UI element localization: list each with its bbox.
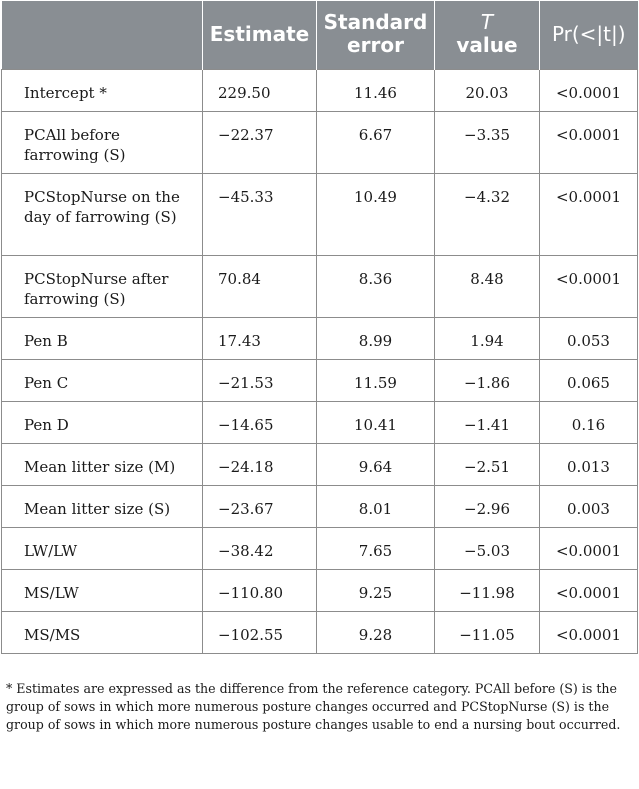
row-label: Pen C: [2, 359, 203, 401]
table-row: [2, 359, 638, 401]
cell-t-value: −2.96: [435, 485, 540, 527]
header-blank: [2, 1, 203, 69]
header-t-value: [435, 1, 540, 69]
cell-standard-error: 9.28: [317, 611, 435, 653]
cell-estimate: −24.18: [203, 443, 317, 485]
cell-p-value: 0.053: [540, 317, 638, 359]
row-label: Mean litter size (M): [2, 443, 203, 485]
cell-t-value: 8.48: [435, 255, 540, 317]
row-label: PCStopNurse on the day of farrowing (S): [2, 173, 203, 255]
cell-p-value: <0.0001: [540, 569, 638, 611]
cell-t-value: 1.94: [435, 317, 540, 359]
cell-standard-error: 9.64: [317, 443, 435, 485]
table-body: [2, 69, 638, 653]
row-label: Pen D: [2, 401, 203, 443]
cell-estimate: −21.53: [203, 359, 317, 401]
table-footnote: * Estimates are expressed as the difference from the reference category. PCAll before (S) is the group of sows in which more numerous posture changes occurred and PCStopNurse (S) is the group of sows in which more numerous posture changes usable to end a nursing bout occurred.: [6, 681, 621, 732]
cell-estimate: −22.37: [203, 111, 317, 173]
cell-p-value: 0.013: [540, 443, 638, 485]
cell-estimate: 229.50: [203, 69, 317, 111]
cell-estimate: −38.42: [203, 527, 317, 569]
cell-t-value: −4.32: [435, 173, 540, 255]
header-estimate: Estimate: [203, 1, 317, 69]
cell-estimate: −110.80: [203, 569, 317, 611]
cell-t-value: −2.51: [435, 443, 540, 485]
cell-standard-error: 11.46: [317, 69, 435, 111]
cell-standard-error: 9.25: [317, 569, 435, 611]
table-row: [2, 401, 638, 443]
cell-estimate: −14.65: [203, 401, 317, 443]
cell-estimate: −45.33: [203, 173, 317, 255]
table-row: [2, 173, 638, 255]
cell-standard-error: 6.67: [317, 111, 435, 173]
table-row: [2, 611, 638, 653]
row-label: PCStopNurse after farrowing (S): [2, 255, 203, 317]
header-standard-error: [317, 1, 435, 69]
cell-standard-error: 10.49: [317, 173, 435, 255]
cell-t-value: 20.03: [435, 69, 540, 111]
header-standard-error-line1: Standard: [323, 10, 428, 35]
cell-t-value: −11.05: [435, 611, 540, 653]
table-row: [2, 69, 638, 111]
cell-standard-error: 8.99: [317, 317, 435, 359]
cell-standard-error: 11.59: [317, 359, 435, 401]
header-t-value-line2: value: [456, 33, 518, 58]
header-standard-error-line2: error: [347, 33, 404, 58]
cell-t-value: −5.03: [435, 527, 540, 569]
table-row: [2, 485, 638, 527]
cell-t-value: −11.98: [435, 569, 540, 611]
table-row: [2, 443, 638, 485]
results-table: [1, 1, 638, 654]
header-row: [2, 1, 638, 69]
cell-p-value: <0.0001: [540, 255, 638, 317]
cell-p-value: <0.0001: [540, 527, 638, 569]
cell-p-value: <0.0001: [540, 111, 638, 173]
cell-t-value: −1.86: [435, 359, 540, 401]
cell-p-value: <0.0001: [540, 611, 638, 653]
cell-t-value: −1.41: [435, 401, 540, 443]
table-row: [2, 569, 638, 611]
cell-standard-error: 7.65: [317, 527, 435, 569]
table-row: [2, 255, 638, 317]
cell-standard-error: 10.41: [317, 401, 435, 443]
header-t-value-line1: T: [480, 10, 494, 35]
header-p-value: Pr(<|t|): [540, 1, 638, 69]
table-header: [2, 1, 638, 69]
table-row: [2, 317, 638, 359]
table-row: [2, 111, 638, 173]
cell-t-value: −3.35: [435, 111, 540, 173]
cell-standard-error: 8.01: [317, 485, 435, 527]
cell-estimate: −23.67: [203, 485, 317, 527]
row-label: MS/MS: [2, 611, 203, 653]
cell-estimate: 17.43: [203, 317, 317, 359]
cell-estimate: 70.84: [203, 255, 317, 317]
row-label: Pen B: [2, 317, 203, 359]
table-row: [2, 527, 638, 569]
cell-p-value: 0.16: [540, 401, 638, 443]
row-label: Intercept *: [2, 69, 203, 111]
cell-p-value: 0.003: [540, 485, 638, 527]
row-label: LW/LW: [2, 527, 203, 569]
row-label: MS/LW: [2, 569, 203, 611]
cell-p-value: <0.0001: [540, 69, 638, 111]
cell-estimate: −102.55: [203, 611, 317, 653]
cell-p-value: <0.0001: [540, 173, 638, 255]
cell-standard-error: 8.36: [317, 255, 435, 317]
row-label: PCAll before farrowing (S): [2, 111, 203, 173]
row-label: Mean litter size (S): [2, 485, 203, 527]
cell-p-value: 0.065: [540, 359, 638, 401]
